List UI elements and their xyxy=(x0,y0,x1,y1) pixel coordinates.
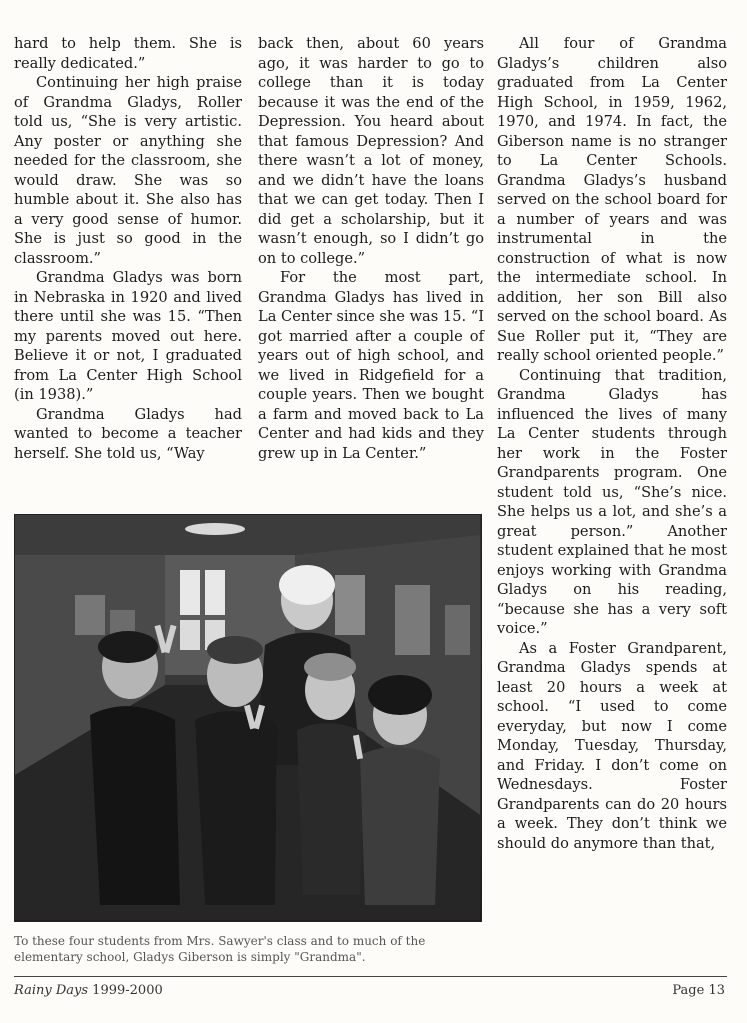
paragraph: Continuing that tradition, Grandma Gladys has influenced the lives of many La Center students through her work in the Foster Grandparents program. One student told us, “She’s nice. She helps us a lot, and she’s a great person.” Another student explained that he most enjoys working with Grandma Gladys on his reading, “because she has a very soft voice.” xyxy=(497,366,728,637)
paragraph: hard to help them. She is really dedicated.” xyxy=(14,35,242,72)
publication-title: Rainy Days xyxy=(14,983,89,998)
text-column-3 xyxy=(497,34,727,853)
page-number: Page 13 xyxy=(672,983,725,998)
footer-publication xyxy=(14,983,163,998)
paragraph: As a Foster Grandparent, Grandma Gladys spends at least 20 hours a week at school. “I used to come everyday, but now I come Monday, Tuesday, Thursday, and Friday. I don’t come on Wednesdays. Foster Grandparents can do 20 hours a week. They don’t think we should do anymore than that, xyxy=(497,639,727,852)
paragraph: For the most part, Grandma Gladys has lived in La Center since she was 15. “I got married after a couple of years out of high school, and we lived in Ridgefield for a couple years. Then we bought a farm and moved back to La Center and had kids and they grew up in La Center.” xyxy=(258,269,484,462)
paragraph: All four of Grandma Gladys’s children also graduated from La Center High School, in 1959, 1962, 1970, and 1974. In fact, the Giberson name is no stranger to La Center Schools. Grandma Gladys’s husband served on the school board for a number of years and was instrumental in the construction of what is now the intermediate school. In addition, her son Bill also served on the school board. As Sue Roller put it, “They are really school oriented people.” xyxy=(497,35,727,364)
text-column-1 xyxy=(14,34,242,463)
paragraph: Continuing her high praise of Grandma Gladys, Roller told us, “She is very artistic. Any poster or anything she needed for the classroom, she would draw. She was so humble about it. She also has a very good sense of humor. She is just so good in the classroom.” xyxy=(14,74,242,267)
publication-years: 1999-2000 xyxy=(88,983,163,998)
paragraph: Grandma Gladys had wanted to become a teacher herself. She told us, “Way xyxy=(14,405,242,462)
text-column-2 xyxy=(258,34,484,463)
paragraph: back then, about 60 years ago, it was harder to go to college than it is today because it was the end of the Depression. You heard about that famous Depression? And there wasn’t a lot of money, and we didn’t have the loans that we can get today. Then I did get a scholarship, but it wasn’t enough, so I didn’t go on to college.” xyxy=(258,35,484,267)
paragraph: Grandma Gladys was born in Nebraska in 1920 and lived there until she was 15. “Then my parents moved out here. Believe it or not, I graduated from La Center High School (in 1938).” xyxy=(14,269,242,403)
photo-illustration xyxy=(15,515,480,920)
footer-rule xyxy=(14,976,727,977)
photo-grandma-with-students xyxy=(14,514,482,922)
photo-caption: To these four students from Mrs. Sawyer's class and to much of the elementary school, Gladys Giberson is simply "Grandma". xyxy=(14,934,426,964)
